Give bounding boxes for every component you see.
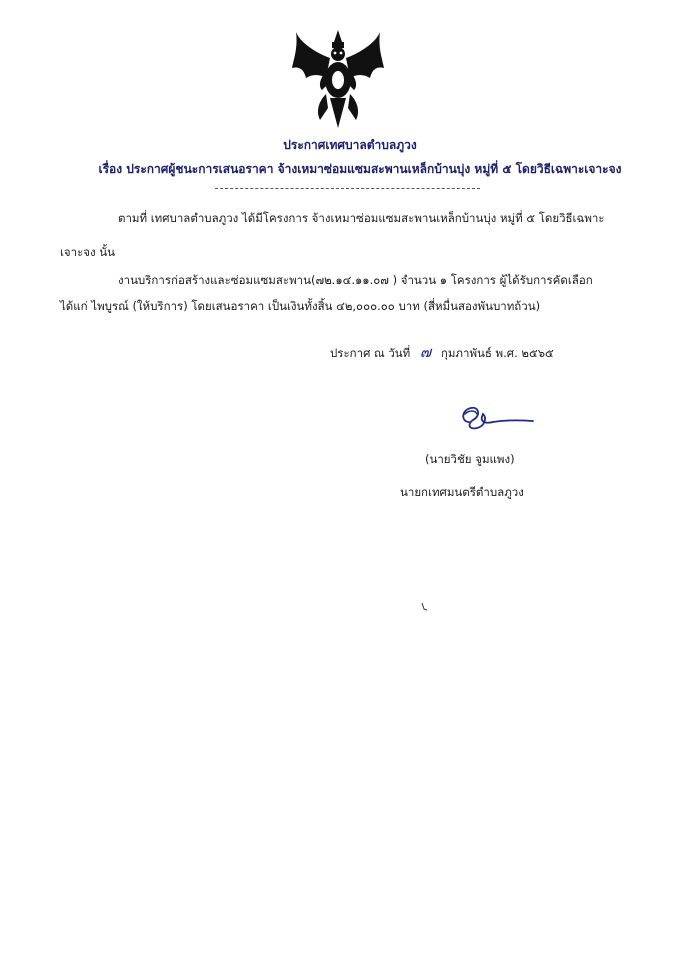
signature-icon	[455, 400, 535, 436]
paragraph-1-line-1: ตามที่ เทศบาลตำบลภูวง ได้มีโครงการ จ้างเหมาซ่อมแซมสะพานเหล็กบ้านบุ่ง หมู่ที่ ๕ โดยวิธีเฉพาะ	[118, 211, 605, 225]
paragraph-2-line-1: งานบริการก่อสร้างและซ่อมแซมสะพาน(๗๒.๑๔.๑๑.๐๗ ) จำนวน ๑ โครงการ ผู้ได้รับการคัดเลือก	[118, 273, 593, 287]
date-suffix: กุมภาพันธ์ พ.ศ. ๒๕๖๕	[440, 346, 554, 360]
paragraph-2-line-2: ได้แก่ ไพบูรณ์ (ให้บริการ) โดยเสนอราคา เป็นเงินทั้งสิ้น ๔๒,๐๐๐.๐๐ บาท (สี่หมื่นสองพันบาทถ้วน)	[60, 299, 541, 313]
date-prefix: ประกาศ ณ วันที่	[330, 346, 411, 360]
signatory-position: นายกเทศมนตรีตำบลภูวง	[400, 485, 524, 499]
garuda-emblem-icon	[290, 28, 386, 130]
divider-line	[215, 188, 480, 189]
page-title: ประกาศเทศบาลตำบลภูวง	[283, 138, 417, 152]
date-day-handwritten: ๗	[419, 343, 432, 361]
stray-ink-mark	[420, 602, 428, 612]
signatory-name: (นายวิชัย จูมแพง)	[425, 452, 515, 466]
announcement-date	[330, 340, 554, 364]
paragraph-1-line-2: เจาะจง นั้น	[60, 245, 116, 259]
announcement-subject: เรื่อง ประกาศผู้ชนะการเสนอราคา จ้างเหมาซ่อมแซมสะพานเหล็กบ้านบุ่ง หมู่ที่ ๕ โดยวิธีเฉพาะเจาะจง	[98, 162, 622, 176]
